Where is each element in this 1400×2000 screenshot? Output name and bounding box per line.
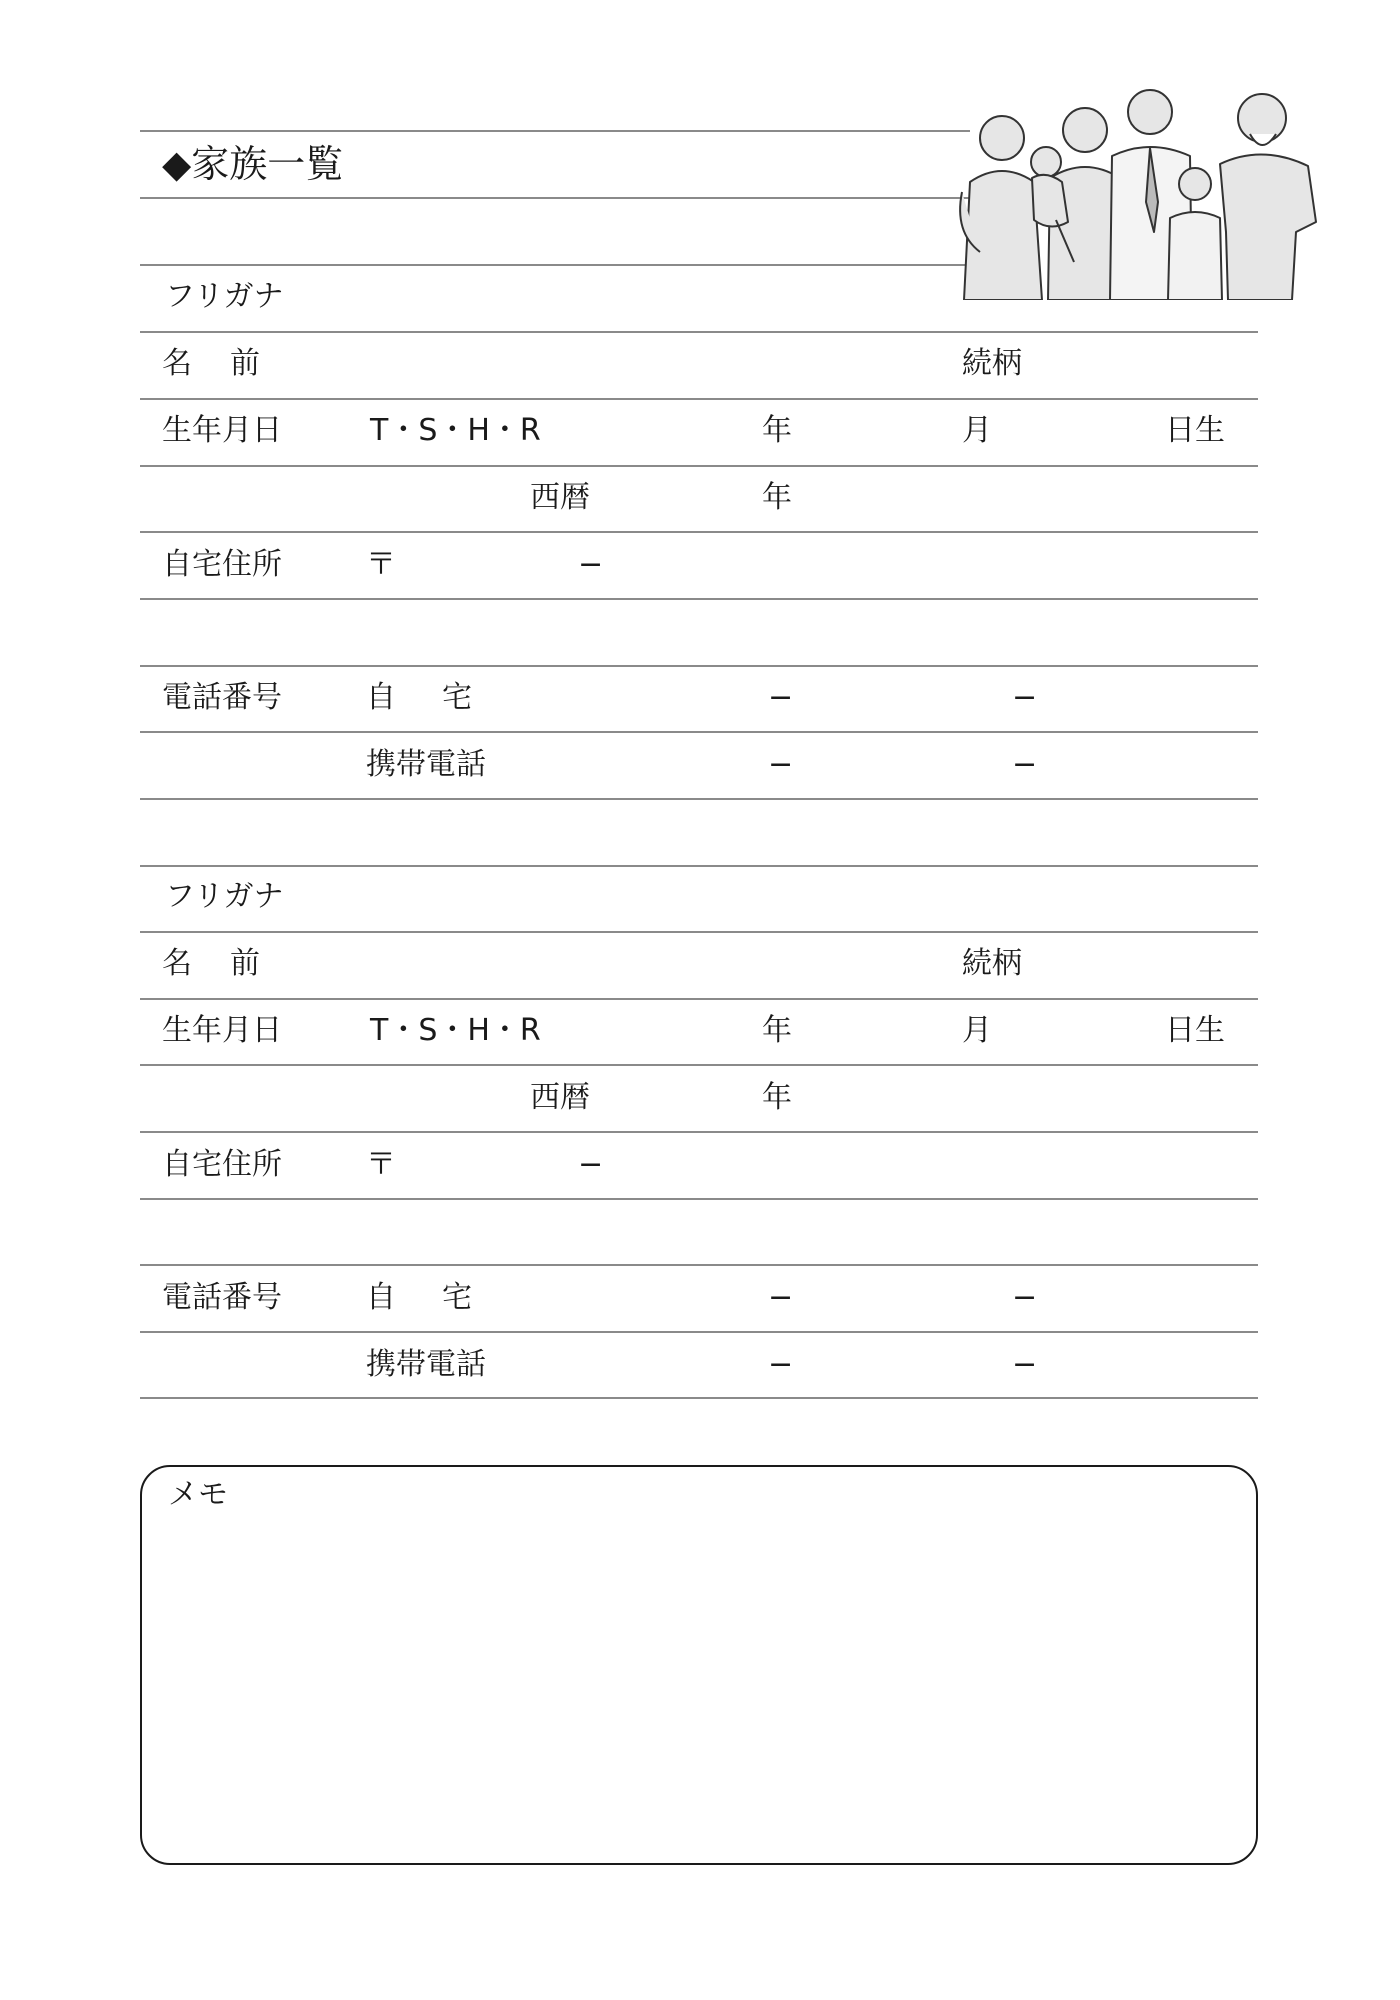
- postal-mark: 〒: [366, 547, 396, 582]
- day-label: 日生: [1165, 413, 1225, 448]
- name-label: 名 前: [162, 346, 264, 381]
- western-year-label: 年: [762, 480, 792, 515]
- rule: [140, 665, 1258, 667]
- rule: [140, 1331, 1258, 1333]
- address-label: 自宅住所: [162, 1147, 282, 1182]
- rule: [140, 931, 1258, 933]
- rule: [140, 998, 1258, 1000]
- rule: [140, 531, 1258, 533]
- era-options: T・S・H・R: [370, 1013, 541, 1048]
- month-label: 月: [962, 1013, 992, 1048]
- birthdate-label: 生年月日: [162, 413, 282, 448]
- year-label: 年: [762, 1013, 792, 1048]
- rule: [140, 798, 1258, 800]
- rule: [140, 1131, 1258, 1133]
- mobile-phone-dash: −: [768, 747, 794, 782]
- mobile-phone-dash: −: [1012, 1347, 1038, 1382]
- western-era-label: 西暦: [530, 480, 590, 515]
- home-phone-dash: −: [1012, 1280, 1038, 1315]
- rule: [140, 465, 1258, 467]
- year-label: 年: [762, 413, 792, 448]
- western-era-label: 西暦: [530, 1080, 590, 1115]
- rule: [140, 1397, 1258, 1399]
- rule: [140, 865, 1258, 867]
- rule: [140, 398, 1258, 400]
- family-group-illustration: [950, 82, 1320, 300]
- postal-dash: −: [578, 547, 604, 582]
- rule: [140, 1064, 1258, 1066]
- western-year-label: 年: [762, 1080, 792, 1115]
- rule: [140, 197, 970, 199]
- address-label: 自宅住所: [162, 547, 282, 582]
- name-label: 名 前: [162, 946, 264, 981]
- rule: [140, 1198, 1258, 1200]
- era-options: T・S・H・R: [370, 413, 541, 448]
- rule: [140, 598, 1258, 600]
- relation-label: 続柄: [962, 346, 1022, 381]
- rule: [140, 731, 1258, 733]
- furigana-label: フリガナ: [165, 879, 284, 914]
- relation-label: 続柄: [962, 946, 1022, 981]
- mobile-phone-label: 携帯電話: [366, 1347, 486, 1382]
- phone-label: 電話番号: [162, 1280, 282, 1315]
- postal-dash: −: [578, 1147, 604, 1182]
- day-label: 日生: [1165, 1013, 1225, 1048]
- postal-mark: 〒: [366, 1147, 396, 1182]
- furigana-label: フリガナ: [165, 279, 284, 314]
- home-phone-label: 自 宅: [366, 1280, 480, 1315]
- page-title: ◆家族一覧: [162, 142, 344, 186]
- mobile-phone-dash: −: [1012, 747, 1038, 782]
- home-phone-dash: −: [768, 680, 794, 715]
- rule: [140, 1264, 1258, 1266]
- phone-label: 電話番号: [162, 680, 282, 715]
- mobile-phone-label: 携帯電話: [366, 747, 486, 782]
- birthdate-label: 生年月日: [162, 1013, 282, 1048]
- rule: [140, 331, 1258, 333]
- rule: [140, 264, 970, 266]
- month-label: 月: [962, 413, 992, 448]
- mobile-phone-dash: −: [768, 1347, 794, 1382]
- home-phone-label: 自 宅: [366, 680, 480, 715]
- home-phone-dash: −: [768, 1280, 794, 1315]
- memo-label: メモ: [168, 1477, 228, 1512]
- memo-box[interactable]: [140, 1465, 1258, 1865]
- home-phone-dash: −: [1012, 680, 1038, 715]
- rule: [140, 130, 970, 132]
